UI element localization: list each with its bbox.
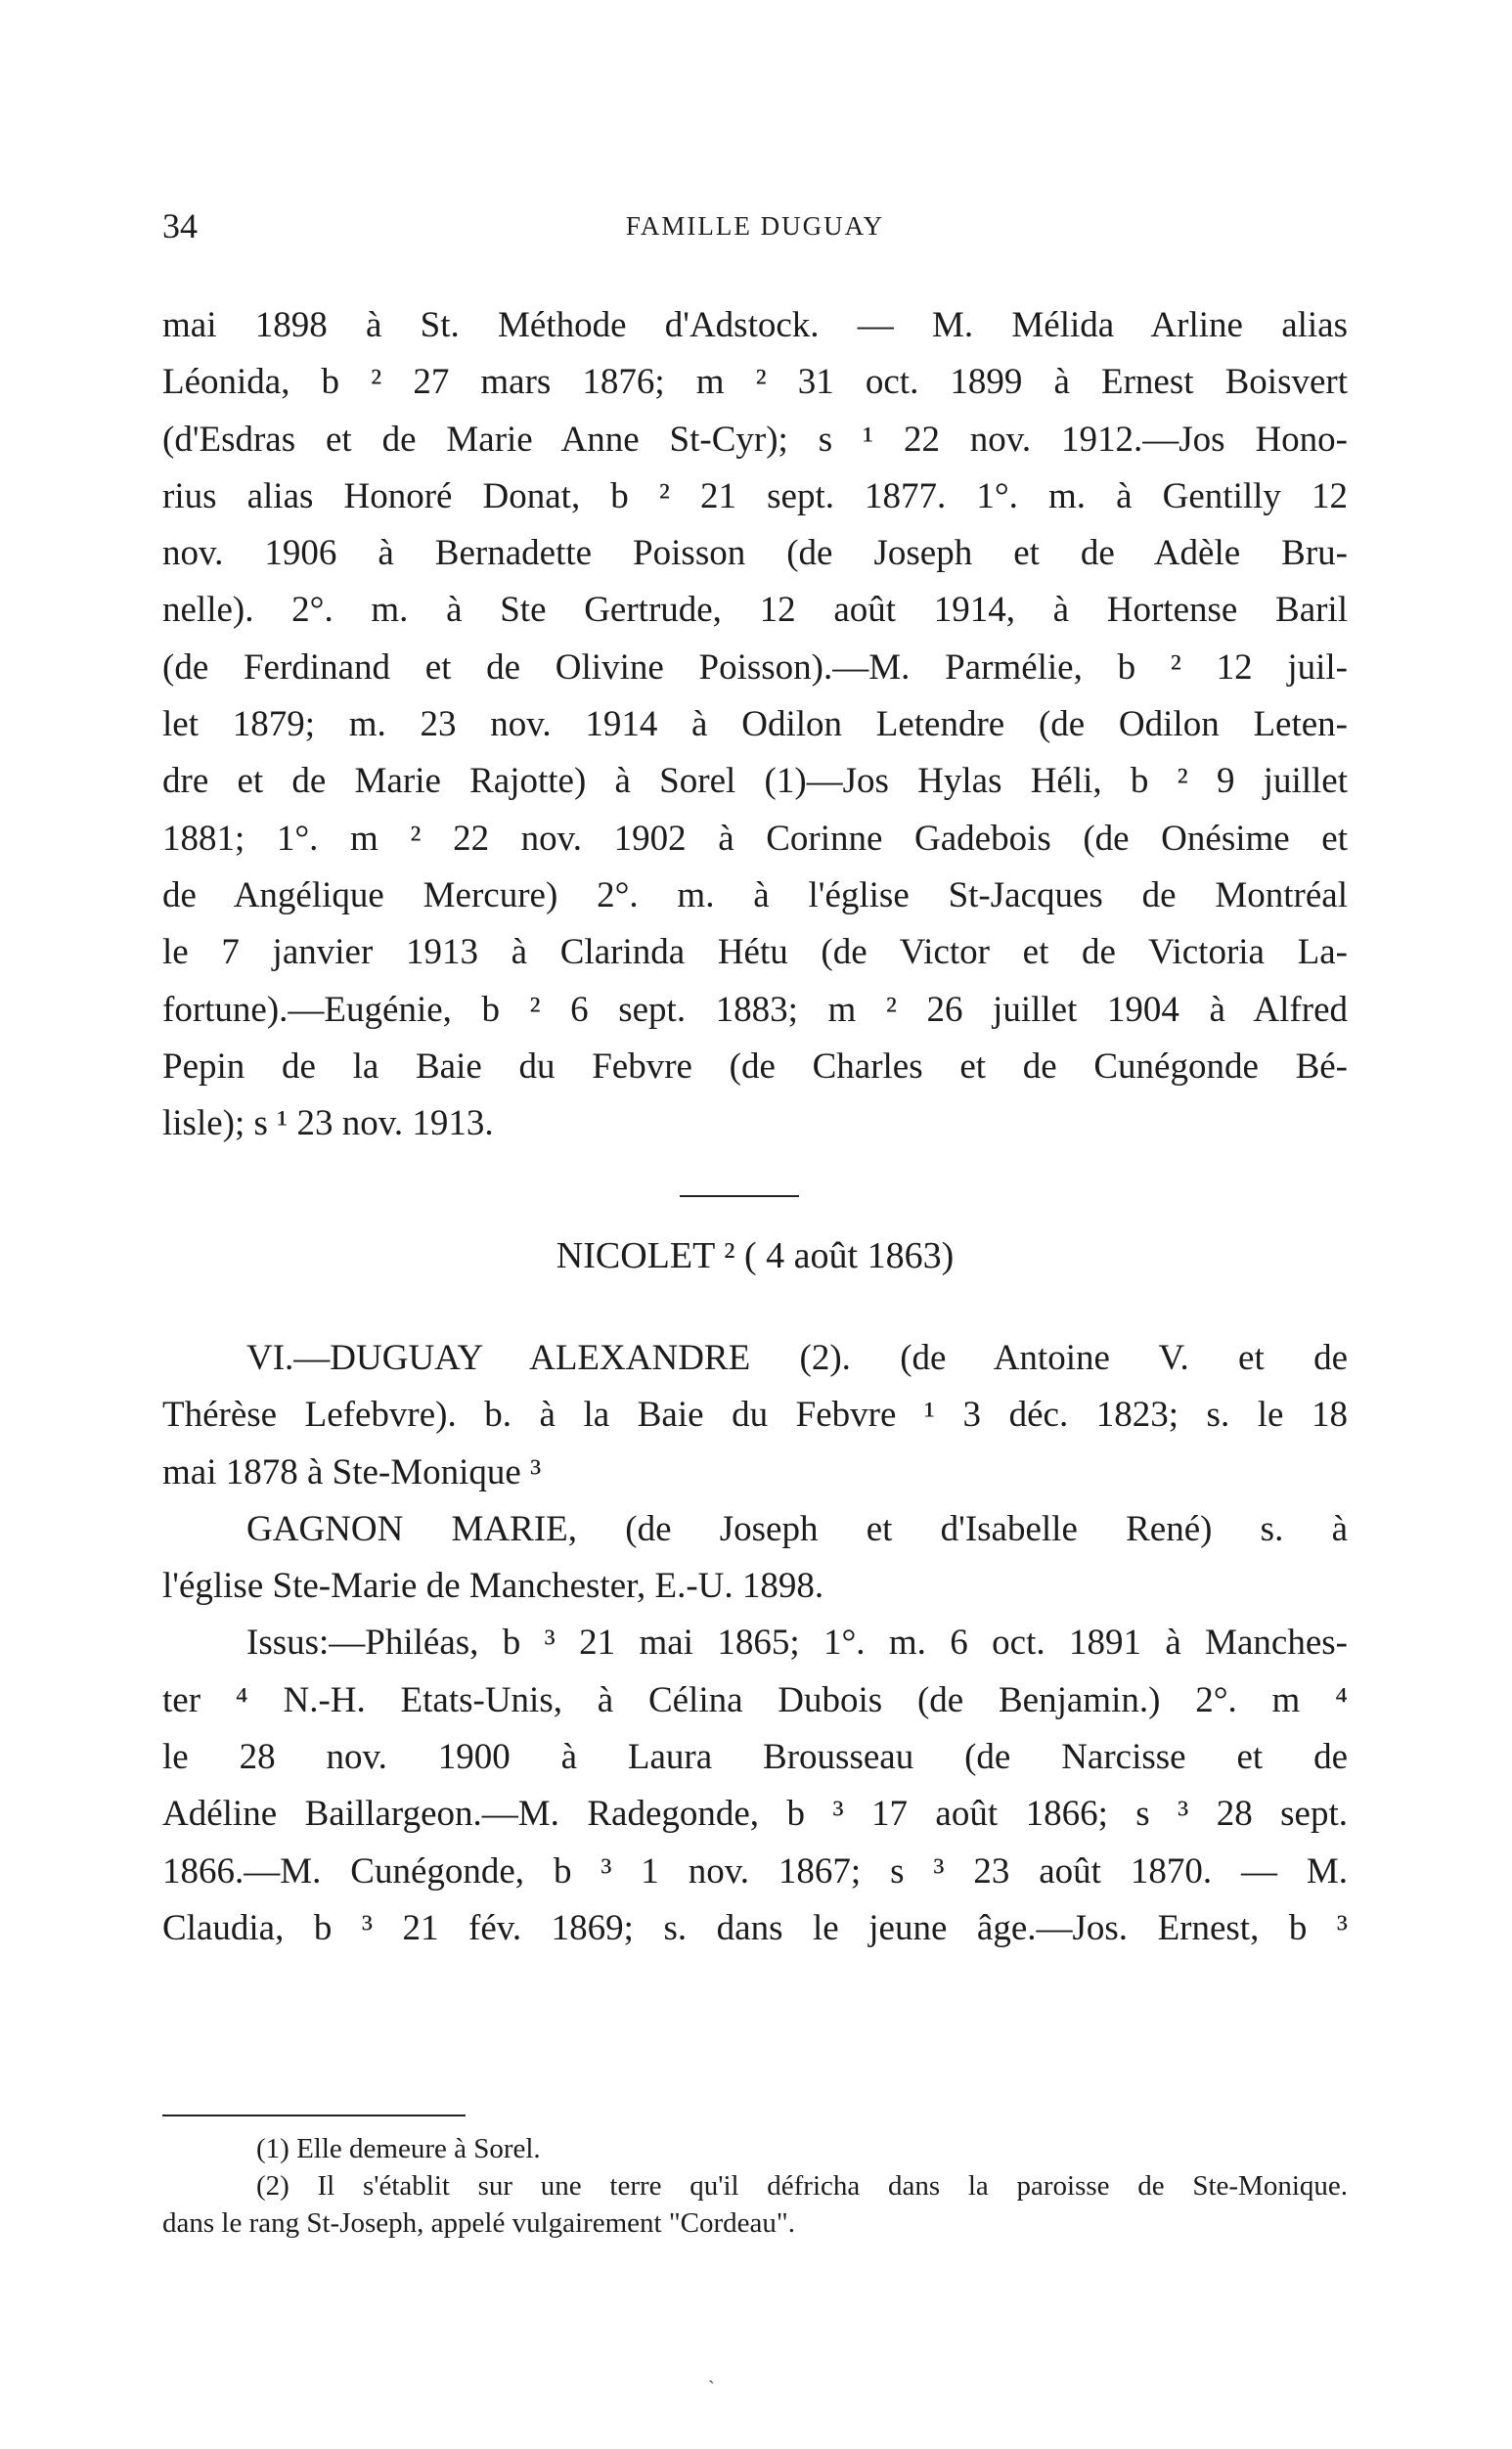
text-line: nelle). 2°. m. à Ste Gertrude, 12 août 1914, à Hortense Baril bbox=[162, 590, 1348, 631]
text-line: mai 1878 à Ste-Monique ³ bbox=[162, 1451, 542, 1492]
text-line: mai 1898 à St. Méthode d'Adstock. — M. Mélida Arline alias bbox=[162, 305, 1348, 345]
text-line: Thérèse Lefebvre). b. à la Baie du Febvre ¹ 3 déc. 1823; s. le 18 bbox=[162, 1395, 1348, 1436]
footnotes bbox=[162, 2130, 1348, 2242]
text-line: dre et de Marie Rajotte) à Sorel (1)—Jos Hylas Héli, b ² 9 juillet bbox=[162, 761, 1348, 802]
text-line: Issus:—Philéas, b ³ 21 mai 1865; 1°. m. 6 oct. 1891 à Manches- bbox=[246, 1623, 1348, 1664]
stray-mark: ˴ bbox=[708, 2369, 715, 2390]
footnote: (2) Il s'établit sur une terre qu'il défricha dans la paroisse de Ste-Monique. bbox=[256, 2170, 1348, 2202]
footnote-continuation: dans le rang St-Joseph, appelé vulgairement "Cordeau". bbox=[162, 2207, 795, 2239]
text-line: rius alias Honoré Donat, b ² 21 sept. 1877. 1°. m. à Gentilly 12 bbox=[162, 475, 1348, 516]
text-line: le 28 nov. 1900 à Laura Brousseau (de Narcisse et de bbox=[162, 1737, 1348, 1778]
page-header bbox=[162, 205, 1348, 254]
text-line: nov. 1906 à Bernadette Poisson (de Joseph et de Adèle Bru- bbox=[162, 533, 1348, 574]
text-line: ter ⁴ N.-H. Etats-Unis, à Célina Dubois (de Benjamin.) 2°. m ⁴ bbox=[162, 1679, 1348, 1720]
text-line: Léonida, b ² 27 mars 1876; m ² 31 oct. 1899 à Ernest Boisvert bbox=[162, 362, 1348, 403]
section-title: NICOLET ² ( 4 août 1863) bbox=[556, 1235, 955, 1276]
page-number: 34 bbox=[162, 206, 198, 245]
running-title: FAMILLE DUGUAY bbox=[625, 211, 885, 241]
text-line: fortune).—Eugénie, b ² 6 sept. 1883; m ² 26 juillet 1904 à Alfred bbox=[162, 989, 1348, 1030]
text-line: (d'Esdras et de Marie Anne St-Cyr); s ¹ 22 nov. 1912.—Jos Hono- bbox=[162, 419, 1348, 460]
text-line: Claudia, b ³ 21 fév. 1869; s. dans le jeune âge.—Jos. Ernest, b ³ bbox=[162, 1907, 1348, 1948]
text-line: GAGNON MARIE, (de Joseph et d'Isabelle René) s. à bbox=[246, 1508, 1348, 1549]
text-line: let 1879; m. 23 nov. 1914 à Odilon Letendre (de Odilon Leten- bbox=[162, 704, 1348, 745]
footnote-divider bbox=[162, 2115, 466, 2116]
main-text-continued bbox=[162, 1330, 1348, 1957]
text-line: de Angélique Mercure) 2°. m. à l'église St-Jacques de Montréal bbox=[162, 874, 1348, 915]
footnote: (1) Elle demeure à Sorel. bbox=[256, 2133, 541, 2164]
text-line: lisle); s ¹ 23 nov. 1913. bbox=[162, 1103, 494, 1144]
text-line: (de Ferdinand et de Olivine Poisson).—M. Parmélie, b ² 12 juil- bbox=[162, 646, 1348, 688]
text-line: Pepin de la Baie du Febvre (de Charles et de Cunégonde Bé- bbox=[162, 1046, 1348, 1087]
text-line: 1881; 1°. m ² 22 nov. 1902 à Corinne Gadebois (de Onésime et bbox=[162, 818, 1348, 859]
text-line: 1866.—M. Cunégonde, b ³ 1 nov. 1867; s ³ 23 août 1870. — M. bbox=[162, 1850, 1348, 1892]
text-line: le 7 janvier 1913 à Clarinda Hétu (de Victor et de Victoria La- bbox=[162, 932, 1348, 973]
text-line: Adéline Baillargeon.—M. Radegonde, b ³ 17 août 1866; s ³ 28 sept. bbox=[162, 1794, 1348, 1835]
section-divider bbox=[680, 1195, 799, 1197]
text-line: VI.—DUGUAY ALEXANDRE (2). (de Antoine V. et de bbox=[246, 1338, 1348, 1378]
text-line: l'église Ste-Marie de Manchester, E.-U. 1898. bbox=[162, 1566, 824, 1607]
main-text bbox=[162, 297, 1348, 1152]
